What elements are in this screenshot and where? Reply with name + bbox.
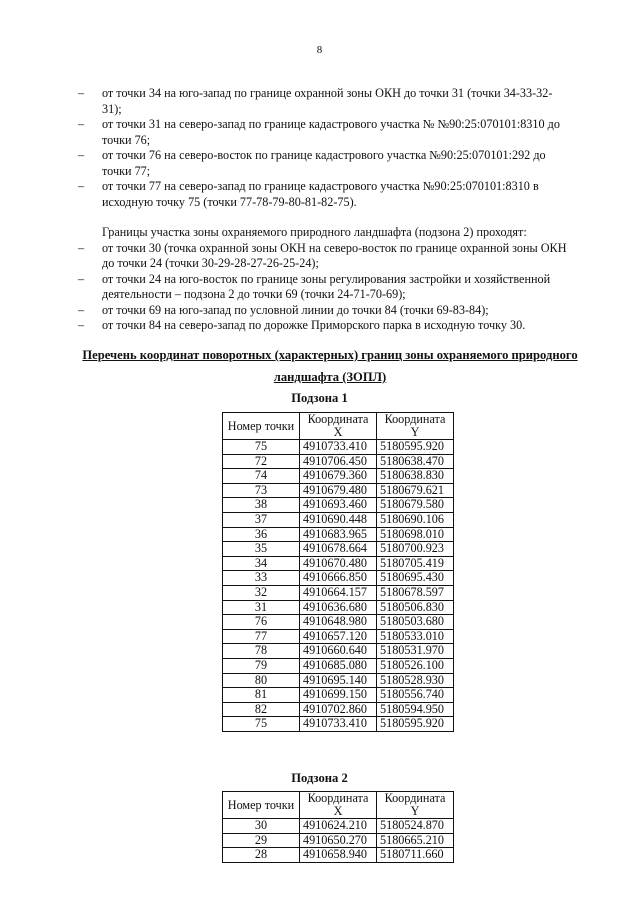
table-row	[223, 454, 454, 469]
cell-point-number: 80	[223, 673, 300, 688]
table-row	[223, 658, 454, 673]
col-header-y-line-1: Координата	[384, 412, 446, 426]
table-row	[223, 848, 454, 863]
col-header-y	[377, 792, 454, 819]
cell-point-number: 81	[223, 688, 300, 703]
cell-coordinate-y: 5180638.830	[377, 469, 454, 484]
cell-point-number: 74	[223, 469, 300, 484]
cell-point-number: 73	[223, 483, 300, 498]
table-row	[223, 527, 454, 542]
table-row	[223, 469, 454, 484]
section-heading-line-2: ландшафта (ЗОПЛ)	[273, 370, 387, 384]
list-dash: –	[78, 240, 85, 255]
cell-point-number: 34	[223, 556, 300, 571]
cell-coordinate-y: 5180711.660	[377, 848, 454, 863]
table-row	[223, 542, 454, 557]
cell-point-number: 79	[223, 658, 300, 673]
cell-coordinate-y: 5180595.920	[377, 440, 454, 455]
col-header-y-line-1: Координата	[384, 791, 446, 805]
list-item-line-2: деятельности – подзона 2 до точки 69 (точки 24-71-70-69);	[102, 287, 406, 301]
cell-coordinate-x: 4910679.480	[300, 483, 377, 498]
list-item	[78, 117, 598, 148]
cell-coordinate-x: 4910670.480	[300, 556, 377, 571]
list-item-line-2: 31);	[102, 101, 122, 116]
col-header-x	[300, 792, 377, 819]
cell-coordinate-y: 5180556.740	[377, 688, 454, 703]
table-row	[223, 688, 454, 703]
cell-point-number: 31	[223, 600, 300, 615]
cell-coordinate-y: 5180531.970	[377, 644, 454, 659]
list-item-line-1: от точки 76 на северо-восток по границе кадастрового участка №90:25:070101:292 до	[102, 148, 546, 162]
list-item-line-2: точки 77;	[102, 163, 151, 178]
cell-coordinate-x: 4910693.460	[300, 498, 377, 513]
cell-point-number: 78	[223, 644, 300, 659]
cell-point-number: 37	[223, 512, 300, 527]
cell-coordinate-y: 5180533.010	[377, 629, 454, 644]
cell-point-number: 77	[223, 629, 300, 644]
col-header-x-line-1: Координата	[307, 412, 369, 426]
table-row	[223, 483, 454, 498]
cell-point-number: 76	[223, 615, 300, 630]
cell-coordinate-y: 5180524.870	[377, 819, 454, 834]
cell-coordinate-y: 5180526.100	[377, 658, 454, 673]
list-item-line-1: от точки 69 на юго-запад по условной линии до точки 84 (точки 69-83-84);	[102, 302, 489, 317]
table-row	[223, 673, 454, 688]
cell-coordinate-y: 5180638.470	[377, 454, 454, 469]
subzone-1-table	[222, 412, 454, 732]
cell-coordinate-x: 4910702.860	[300, 702, 377, 717]
cell-point-number: 35	[223, 542, 300, 557]
col-header-y	[377, 413, 454, 440]
list-item	[78, 272, 598, 303]
cell-coordinate-y: 5180700.923	[377, 542, 454, 557]
cell-coordinate-x: 4910666.850	[300, 571, 377, 586]
list-dash: –	[78, 302, 85, 317]
list-dash: –	[78, 271, 85, 286]
cell-point-number: 32	[223, 585, 300, 600]
table-row	[223, 833, 454, 848]
boundary-intro: Границы участка зоны охраняемого природного ландшафта (подзона 2) проходят:	[102, 225, 527, 239]
col-header-x-line-2: X	[333, 425, 343, 439]
col-header-point: Номер точки	[223, 413, 300, 440]
cell-coordinate-x: 4910733.410	[300, 440, 377, 455]
list-item	[78, 179, 598, 210]
list-item-line-2: точки 76;	[102, 132, 151, 147]
list-1	[78, 86, 598, 210]
cell-point-number: 36	[223, 527, 300, 542]
subzone-2-table	[222, 791, 454, 863]
list-item-line-2: до точки 24 (точки 30-29-28-27-26-25-24);	[102, 256, 319, 270]
cell-point-number: 75	[223, 717, 300, 732]
list-item-line-2: исходную точку 75 (точки 77-78-79-80-81-82-75).	[102, 194, 357, 209]
cell-coordinate-y: 5180503.680	[377, 615, 454, 630]
cell-coordinate-x: 4910648.980	[300, 615, 377, 630]
list-2	[78, 225, 598, 334]
table-row	[223, 600, 454, 615]
cell-coordinate-x: 4910650.270	[300, 833, 377, 848]
subzone-1-table-body	[223, 440, 454, 732]
cell-coordinate-y: 5180506.830	[377, 600, 454, 615]
table-header-row	[223, 792, 454, 819]
cell-coordinate-y: 5180705.419	[377, 556, 454, 571]
cell-point-number: 29	[223, 833, 300, 848]
cell-coordinate-x: 4910636.680	[300, 600, 377, 615]
cell-coordinate-x: 4910699.150	[300, 688, 377, 703]
table-row	[223, 615, 454, 630]
table-row	[223, 644, 454, 659]
subzone-2-title: Подзона 2	[291, 771, 348, 785]
list-item	[78, 148, 598, 179]
cell-point-number: 30	[223, 819, 300, 834]
col-header-y-line-2: Y	[410, 425, 420, 439]
cell-coordinate-y: 5180595.920	[377, 717, 454, 732]
col-header-y-line-2: Y	[410, 804, 420, 818]
cell-coordinate-y: 5180679.580	[377, 498, 454, 513]
list-dash: –	[78, 318, 85, 332]
list-item-line-1: от точки 30 (точка охранной зоны ОКН на северо-восток по границе охранной зоны ОКН	[102, 240, 567, 255]
cell-coordinate-y: 5180528.930	[377, 673, 454, 688]
list-item	[78, 86, 598, 117]
cell-coordinate-y: 5180665.210	[377, 833, 454, 848]
section-heading-line-1: Перечень координат поворотных (характерных) границ зоны охраняемого природного	[82, 348, 578, 362]
cell-coordinate-x: 4910695.140	[300, 673, 377, 688]
subzone-1-title: Подзона 1	[291, 391, 348, 405]
cell-point-number: 72	[223, 454, 300, 469]
cell-coordinate-x: 4910624.210	[300, 819, 377, 834]
cell-coordinate-y: 5180695.430	[377, 571, 454, 586]
cell-coordinate-x: 4910690.448	[300, 512, 377, 527]
cell-coordinate-x: 4910678.664	[300, 542, 377, 557]
page-number: 8	[316, 44, 323, 56]
table-header-row	[223, 413, 454, 440]
table-row	[223, 512, 454, 527]
col-header-point: Номер точки	[223, 792, 300, 819]
cell-coordinate-y: 5180690.106	[377, 512, 454, 527]
cell-coordinate-x: 4910733.410	[300, 717, 377, 732]
col-header-x	[300, 413, 377, 440]
table-row	[223, 498, 454, 513]
cell-coordinate-x: 4910683.965	[300, 527, 377, 542]
list-dash: –	[78, 86, 85, 100]
table-row	[223, 556, 454, 571]
cell-coordinate-y: 5180698.010	[377, 527, 454, 542]
list-dash: –	[78, 179, 85, 193]
list-item-line-1: от точки 84 на северо-запад по дорожке Приморского парка в исходную точку 30.	[102, 318, 526, 332]
cell-point-number: 33	[223, 571, 300, 586]
table-row	[223, 585, 454, 600]
list-item-line-1: от точки 34 на юго-запад по границе охранной зоны ОКН до точки 31 (точки 34-33-32-	[102, 86, 553, 100]
cell-point-number: 38	[223, 498, 300, 513]
cell-coordinate-x: 4910658.940	[300, 848, 377, 863]
table-row	[223, 702, 454, 717]
list-item-line-1: от точки 24 на юго-восток по границе зоны регулирования застройки и хозяйственной	[102, 271, 551, 286]
table-row	[223, 629, 454, 644]
list-item	[78, 303, 598, 319]
list-item-line-1: от точки 31 на северо-запад по границе кадастрового участка № №90:25:070101:8310 до	[102, 117, 560, 131]
subzone-2-table-body	[223, 819, 454, 863]
cell-coordinate-x: 4910685.080	[300, 658, 377, 673]
cell-coordinate-x: 4910657.120	[300, 629, 377, 644]
table-row	[223, 440, 454, 455]
list-item-line-1: от точки 77 на северо-запад по границе кадастрового участка №90:25:070101:8310 в	[102, 179, 539, 193]
cell-point-number: 75	[223, 440, 300, 455]
table-row	[223, 819, 454, 834]
cell-point-number: 82	[223, 702, 300, 717]
col-header-x-line-1: Координата	[307, 791, 369, 805]
col-header-x-line-2: X	[333, 804, 343, 818]
cell-coordinate-x: 4910706.450	[300, 454, 377, 469]
list-item	[78, 318, 598, 334]
table-row	[223, 717, 454, 732]
list-dash: –	[78, 117, 85, 131]
cell-coordinate-x: 4910679.360	[300, 469, 377, 484]
cell-coordinate-y: 5180594.950	[377, 702, 454, 717]
cell-coordinate-y: 5180679.621	[377, 483, 454, 498]
list-dash: –	[78, 148, 85, 162]
cell-coordinate-x: 4910664.157	[300, 585, 377, 600]
section-heading	[60, 344, 600, 388]
cell-coordinate-x: 4910660.640	[300, 644, 377, 659]
cell-point-number: 28	[223, 848, 300, 863]
cell-coordinate-y: 5180678.597	[377, 585, 454, 600]
table-row	[223, 571, 454, 586]
list-item	[78, 241, 598, 272]
